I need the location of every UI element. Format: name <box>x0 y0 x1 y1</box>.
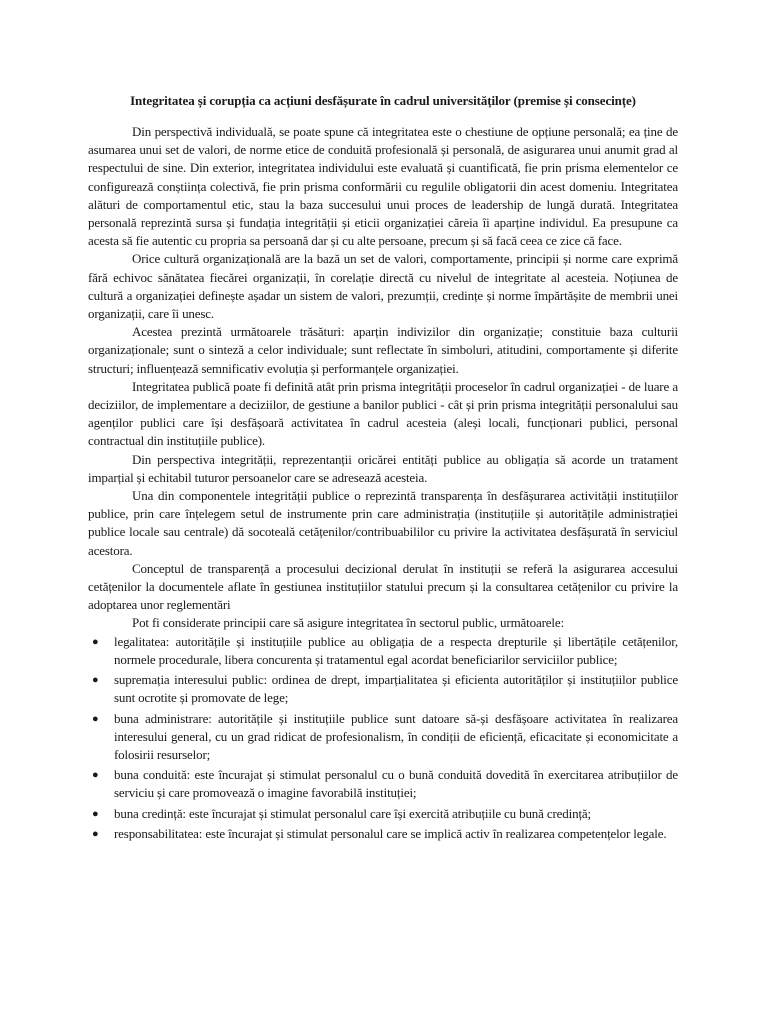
bullet-icon: ● <box>92 635 99 648</box>
list-item <box>88 671 678 707</box>
bullet-icon: ● <box>92 807 99 820</box>
document-title: Integritatea și corupția ca acțiuni desfășurate în cadrul universităților (premise și consecințe) <box>130 93 636 108</box>
list-item-text: buna conduită: este încurajat și stimulat personalul cu o bună conduită dovedită în exercitarea atribuțiilor de serviciu și care promovează o imagine favorabilă instituției; <box>114 767 678 801</box>
list-item-text: buna administrare: autoritățile și instituțiile publice sunt datoare să-și desfășoare activitatea în realizarea interesului general, cu un grad ridicat de profesionalism, în condiții de eficiență, eficacitate și economicitate a folosirii resurselor; <box>114 710 678 762</box>
paragraph-public-integrity: Integritatea publică poate fi definită atât prin prisma integrității proceselor în cadrul organizației - de luare a deciziilor, de implementare a deciziilor, de gestiune a banilor publici - cât și prin prisma integrității personalului sau agenților publici care își desfășoară activitatea în cadrul acesteia (aleși locali, funcționari publici, personal contractual din instituțiile publice). <box>88 378 678 449</box>
list-item <box>88 633 678 669</box>
list-item-text: buna credință: este încurajat și stimulat personalul care își exercită atribuțiile cu bună credință; <box>114 805 592 821</box>
list-item-text: responsabilitatea: este încurajat și stimulat personalul care se implică activ în realizarea competențelor legale. <box>114 825 667 841</box>
list-item-text: legalitatea: autoritățile și instituțiile publice au obligația de a respecta drepturile și libertățile cetățenilor, normele procedurale, libera concurenta și tratamentul egal acordat beneficiarilor serviciilor publice; <box>114 633 678 667</box>
paragraph-individual-integrity: Din perspectivă individuală, se poate spune că integritatea este o chestiune de opțiune personală; ea ține de asumarea unui set de valori, de norme etice de conduită profesională și personală, de asigurarea unui anumit grad al respectului de sine. Din exterior, integritatea individului este evaluată și cuantificată, fie prin prisma elementelor ce configurează conștiința colectivă, fie prin prisma conformării cu regulile obligatorii din acest domeniu. Integritatea alături de comportamentul etic, stau la baza succesului unui proces de leadership de lungă durată. Integritatea personală reprezintă sursa și fundația integrității și eticii organizației căreia îi aparține individul. Ea presupune ca acesta să fie autentic cu propria sa persoană dar și cu alte persoane, precum și să facă ceea ce zice că face. <box>88 124 678 249</box>
list-item-text: supremația interesului public: ordinea de drept, imparțialitatea și eficienta autorităților și instituțiilor publice sunt ocrotite și promovate de lege; <box>114 672 678 706</box>
bullet-icon: ● <box>92 769 99 782</box>
list-item <box>88 766 678 802</box>
list-item <box>88 710 678 765</box>
bullet-icon: ● <box>92 674 99 687</box>
paragraph-transparency: Una din componentele integrității publice o reprezintă transparența în desfășurarea activității instituțiilor publice, prin care înțelegem setul de instrumente prin care administrația (instituțiile și autoritățile administrației publice locale sau centrale) dă socoteală cetățenilor/contribuabililor cu privire la activitatea desfășurată în serviciul acestora. <box>88 488 678 558</box>
paragraph-organizational-culture: Orice cultură organizațională are la bază un set de valori, comportamente, principii și norme care exprimă fără echivoc sănătatea fiecărei organizații, în corelație directă cu nivelul de integritate al acesteia. Noțiunea de cultură a organizației definește așadar un sistem de valori, prezumții, credințe și norme împărtășite de membrii unei organizații, care îi unesc. <box>88 251 678 322</box>
principles-list <box>88 633 678 843</box>
paragraph-values-traits: Acestea prezintă următoarele trăsături: aparțin indivizilor din organizație; constituie baza culturii organizaționale; sunt o sinteză a celor individuale; sunt reflectate în simboluri, atitudini, comportamente și diferite structuri; influențează semnificativ evoluția și performanțele organizației. <box>88 324 678 376</box>
paragraph-impartial-treatment: Din perspectiva integrității, reprezentanții oricărei entități publice au obligația să acorde un tratament imparțial și echitabil tuturor persoanelor care se adresează acesteia. <box>88 451 678 485</box>
paragraph-decision-transparency: Conceptul de transparență a procesului decizional derulat în instituții se referă la asigurarea accesului cetățenilor la documentele aflate în gestiunea instituțiilor statului precum și la consultarea cetățenilor cu privire la adoptarea unor reglementări <box>88 560 678 613</box>
list-item <box>88 805 678 823</box>
list-item <box>88 825 678 843</box>
bullet-icon: ● <box>92 827 99 840</box>
bullet-icon: ● <box>92 712 99 725</box>
paragraph-principles-intro: Pot fi considerate principii care să asigure integritatea în sectorul public, următoarele: <box>132 615 564 631</box>
